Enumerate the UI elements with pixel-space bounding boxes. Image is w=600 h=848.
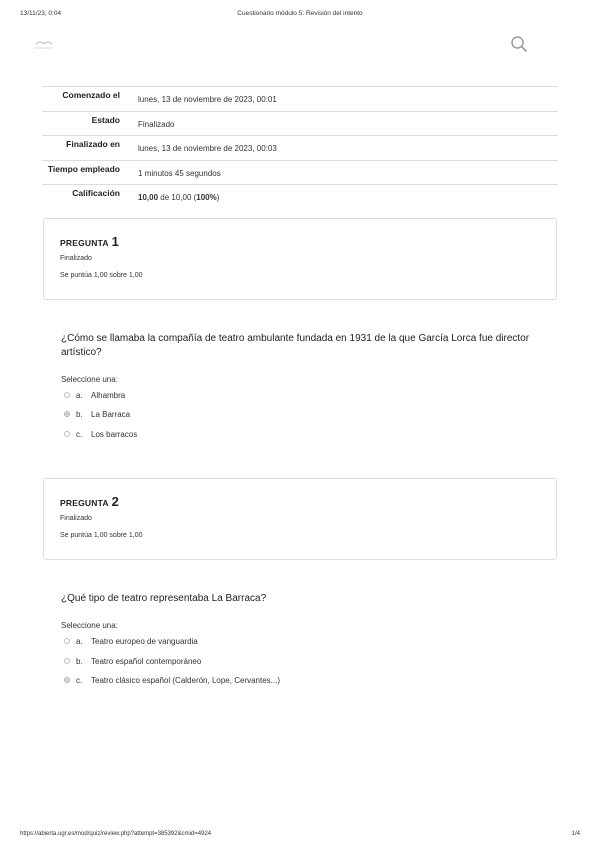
- radio-button-selected[interactable]: [64, 411, 70, 417]
- time-label: Tiempo empleado: [47, 163, 120, 174]
- question-1-prompt: Seleccione una:: [61, 375, 118, 384]
- question-number: 2: [111, 494, 120, 509]
- question-label: PREGUNTA: [60, 238, 109, 248]
- option-text: Teatro europeo de vanguardia: [91, 636, 198, 646]
- summary-row-finished: [42, 136, 558, 161]
- summary-row-grade: [42, 185, 558, 210]
- question-2-option-c[interactable]: [64, 674, 280, 686]
- summary-row-started: [42, 87, 558, 112]
- option-text: Alhambra: [91, 390, 126, 400]
- option-letter: a.: [76, 636, 83, 646]
- radio-button[interactable]: [64, 392, 70, 398]
- grade-value: [120, 185, 558, 210]
- question-2-mark: Se puntúa 1,00 sobre 1,00: [60, 532, 143, 539]
- time-value: 1 minutos 45 segundos: [138, 168, 221, 178]
- question-1-info: [43, 218, 557, 300]
- option-letter: b.: [76, 656, 83, 666]
- question-1-text: ¿Cómo se llamaba la compañía de teatro ambulante fundada en 1931 de la que García Lorca fue director artístico?: [61, 333, 530, 358]
- print-title: Cuestionario módulo 5: Revisión del intento: [237, 10, 363, 17]
- question-1-heading: [60, 234, 119, 249]
- state-value: Finalizado: [138, 119, 175, 129]
- summary-row-time: [42, 160, 558, 185]
- finished-value: lunes, 13 de noviembre de 2023, 00:03: [138, 144, 277, 153]
- print-url: https://abierta.ugr.es/mod/quiz/review.php?attempt=385392&cmid=4924: [20, 831, 212, 837]
- question-2-prompt: Seleccione una:: [61, 621, 118, 630]
- summary-row-state: [42, 111, 558, 136]
- question-number: 1: [111, 234, 120, 249]
- started-label: Comenzado el: [62, 90, 120, 100]
- attempt-summary-table: [42, 86, 558, 209]
- option-text: Los barracos: [91, 429, 138, 439]
- grade-score: 10,00: [138, 193, 159, 202]
- radio-button-selected[interactable]: [64, 677, 70, 683]
- radio-button[interactable]: [64, 431, 70, 437]
- started-value: lunes, 13 de noviembre de 2023, 00:01: [138, 95, 277, 104]
- question-2-state: Finalizado: [60, 515, 92, 522]
- question-label: PREGUNTA: [60, 498, 109, 508]
- question-2-heading: [60, 494, 119, 509]
- print-datetime: 13/11/23, 0:04: [20, 10, 62, 17]
- question-2-info: [43, 478, 557, 560]
- grade-close: ): [216, 193, 220, 202]
- option-letter: a.: [76, 390, 83, 400]
- question-1-option-b[interactable]: [64, 408, 130, 420]
- grade-label: Calificación: [72, 188, 120, 198]
- radio-button[interactable]: [64, 658, 70, 664]
- question-2-option-a[interactable]: [64, 635, 198, 647]
- option-text: Teatro español contemporáneo: [91, 656, 202, 666]
- site-logo[interactable]: [30, 38, 56, 52]
- question-1-state: Finalizado: [60, 255, 92, 262]
- question-2-text: ¿Qué tipo de teatro representaba La Barraca?: [61, 593, 267, 604]
- question-1-option-a[interactable]: [64, 389, 125, 401]
- print-page-number: 1/4: [571, 831, 580, 837]
- option-text: La Barraca: [91, 409, 131, 419]
- search-icon[interactable]: [510, 35, 528, 53]
- option-letter: b.: [76, 409, 83, 419]
- grade-out-of: de 10,00 (: [158, 193, 197, 202]
- question-1-mark: Se puntúa 1,00 sobre 1,00: [60, 272, 143, 279]
- state-label: Estado: [91, 114, 120, 125]
- finished-label: Finalizado en: [66, 139, 120, 149]
- question-2-option-b[interactable]: [64, 655, 201, 667]
- radio-button[interactable]: [64, 638, 70, 644]
- question-1-option-c[interactable]: [64, 428, 137, 440]
- option-text: Teatro clásico español (Calderón, Lope, Cervantes...): [91, 675, 280, 685]
- option-letter: c.: [76, 429, 83, 439]
- option-letter: c.: [76, 675, 83, 685]
- grade-percent: 100%: [196, 193, 217, 202]
